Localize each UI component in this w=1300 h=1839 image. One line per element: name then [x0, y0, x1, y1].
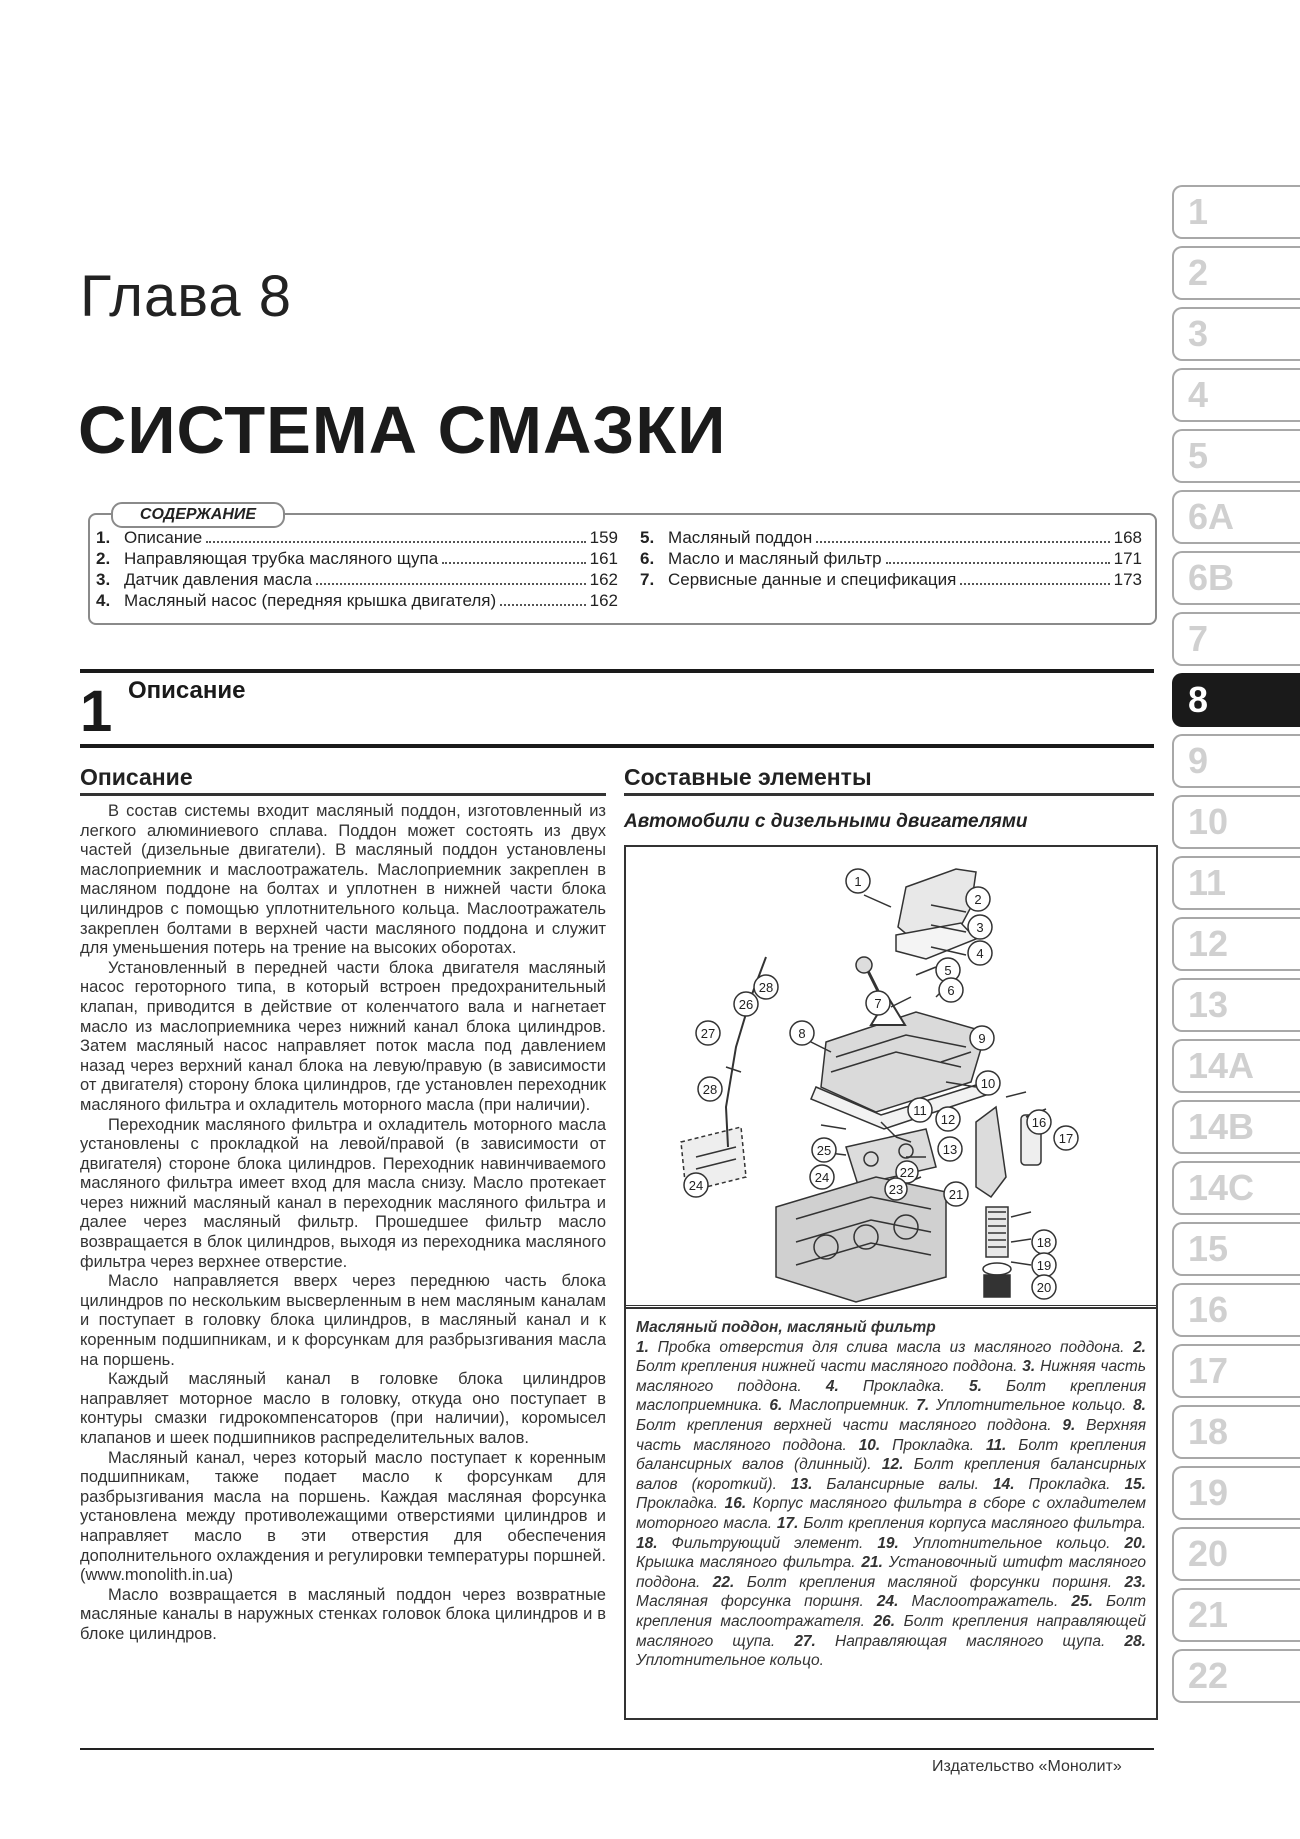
caption-item-number: 23. — [1124, 1573, 1147, 1591]
callout-18 — [1032, 1230, 1056, 1254]
svg-text:19: 19 — [1036, 1258, 1052, 1273]
callout-9 — [970, 1026, 994, 1050]
contents-item[interactable] — [96, 590, 618, 611]
section-rule-bottom — [80, 744, 1154, 748]
caption-item-text: Уплотнительное кольцо. — [912, 1534, 1111, 1552]
caption-item-text: Установочный штифт масляного поддона. — [636, 1554, 1146, 1591]
caption-item-number: 16. — [724, 1495, 747, 1513]
caption-item-text: Прокладка. — [892, 1436, 975, 1454]
callout-17 — [1054, 1126, 1078, 1150]
chapter-tab-2[interactable]: 2 — [1172, 246, 1300, 300]
callout-13 — [938, 1137, 962, 1161]
caption-item-number: 2. — [1133, 1338, 1146, 1356]
caption-item-number: 3. — [1022, 1358, 1036, 1376]
section-number: 1 — [80, 679, 113, 744]
chapter-tab-1[interactable]: 1 — [1172, 185, 1300, 239]
contents-item[interactable] — [96, 527, 618, 548]
contents-left-list — [96, 527, 618, 611]
caption-item-number: 12. — [881, 1456, 904, 1474]
caption-item-text: Масляная форсунка поршня. — [636, 1593, 864, 1611]
description-text — [80, 802, 606, 1645]
chapter-tab-14c[interactable]: 14C — [1172, 1161, 1300, 1215]
publisher-footer: Издательство «Монолит» — [932, 1758, 1122, 1775]
svg-text:24: 24 — [814, 1170, 830, 1185]
contents-item-number: 5. — [640, 528, 655, 547]
svg-text:3: 3 — [976, 920, 984, 935]
caption-item-text: Верхняя часть масляного поддона. — [636, 1416, 1147, 1454]
description-paragraph: Масляный канал, через который масло поступает к коренным подшипникам, также подает масло к форсункам для разбрызгивания масла на поршень. Каждая масляная форсунка установлена между противолежащими отверстиями цилиндров и направляет масло в эти отверстия для обеспечения дополнительного охлаждения и регулировки температуры поршней. (www.monolith.in.ua) — [80, 1448, 606, 1585]
contents-item-title: Масло и масляный фильтр — [668, 549, 882, 568]
chapter-tab-13[interactable]: 13 — [1172, 978, 1300, 1032]
caption-item-number: 15. — [1124, 1475, 1146, 1493]
contents-item-page: 173 — [1113, 570, 1142, 589]
contents-item-page: 159 — [589, 528, 618, 547]
contents-item-title: Датчик давления масла — [124, 570, 313, 589]
section-rule-top — [80, 669, 1154, 673]
caption-item-number: 5. — [968, 1377, 982, 1395]
description-paragraph: В состав системы входит масляный поддон, изготовленный из легкого алюминиевого сплава. Поддон может состоять из двух частей (дизельные двигатели). В масляный поддон установлены маслоприемник и маслоотражатель. Маслоприемник закреплен в масляном поддоне на болтах и уплотнен в нижней части блока цилиндров с помощью уплотнительного кольца. Маслоотражатель закреплен болтами в верхней части масляного поддона и служит для уменьшения потерь на трение на высоких оборотах. — [80, 802, 606, 958]
contents-item-page: 161 — [589, 549, 618, 568]
chapter-label: Глава 8 — [80, 264, 293, 329]
chapter-tab-5[interactable]: 5 — [1172, 429, 1300, 483]
callout-6 — [939, 978, 963, 1002]
svg-text:27: 27 — [700, 1026, 716, 1041]
contents-item-number: 6. — [640, 549, 655, 568]
figure-caption — [636, 1318, 1146, 1671]
svg-text:26: 26 — [738, 997, 754, 1012]
callout-28b — [698, 1077, 722, 1101]
caption-item-text: Нижняя часть масляного поддона. — [636, 1358, 1146, 1395]
chapter-tab-4[interactable]: 4 — [1172, 368, 1300, 422]
svg-text:21: 21 — [948, 1187, 964, 1202]
caption-item-text: Фильтрующий элемент. — [671, 1534, 864, 1552]
caption-item-number: 27. — [794, 1632, 816, 1650]
contents-item-number: 4. — [96, 591, 111, 610]
caption-item-text: Пробка отверстия для слива масла из масляного поддона. — [657, 1338, 1125, 1356]
caption-item-number: 9. — [1062, 1416, 1076, 1434]
chapter-tab-18[interactable]: 18 — [1172, 1405, 1300, 1459]
caption-item-number: 18. — [636, 1534, 658, 1552]
contents-item-page: 168 — [1113, 528, 1142, 547]
svg-text:16: 16 — [1031, 1115, 1047, 1130]
right-column-heading: Составные элементы — [624, 764, 872, 790]
caption-item-number: 6. — [769, 1397, 783, 1415]
caption-item-number: 8. — [1133, 1397, 1146, 1415]
contents-item-title: Масляный насос (передняя крышка двигателя) — [124, 591, 497, 610]
caption-item-text: Прокладка. — [1028, 1475, 1111, 1493]
footer-rule — [80, 1748, 1154, 1750]
caption-item-text: Крышка масляного фильтра. — [636, 1554, 856, 1572]
section-title: Описание — [128, 677, 246, 704]
caption-item-number: 20. — [1124, 1534, 1147, 1552]
contents-item[interactable] — [96, 569, 618, 590]
caption-item-text: Маслоотражатель. — [911, 1593, 1059, 1611]
caption-item-text: Болт крепления направляющей масляного щупа. — [636, 1612, 1147, 1650]
svg-text:1: 1 — [854, 874, 862, 889]
caption-item-number: 24. — [876, 1593, 899, 1611]
caption-item-text: Корпус масляного фильтра в сборе с охладителем моторного масла. — [636, 1495, 1147, 1532]
caption-item-text: Болт крепления маслоприемника. — [636, 1377, 1146, 1415]
svg-text:28: 28 — [758, 980, 774, 995]
chapter-tab-10[interactable]: 10 — [1172, 795, 1300, 849]
callout-26 — [734, 992, 758, 1016]
caption-item-number: 26. — [873, 1612, 896, 1630]
contents-item-number: 3. — [96, 570, 111, 589]
svg-text:4: 4 — [976, 946, 984, 961]
contents-item-leader — [816, 541, 1109, 543]
callout-25 — [812, 1138, 836, 1162]
caption-item-text: Болт крепления балансирных валов (короткий). — [636, 1456, 1147, 1493]
contents-item-page: 171 — [1113, 549, 1142, 568]
callout-1 — [846, 869, 870, 893]
callout-20 — [1032, 1275, 1056, 1299]
chapter-tab-22[interactable]: 22 — [1172, 1649, 1300, 1703]
caption-item-number: 19. — [877, 1534, 899, 1552]
chapter-tab-19[interactable]: 19 — [1172, 1466, 1300, 1520]
contents-item-leader — [442, 562, 585, 564]
callout-21 — [944, 1182, 968, 1206]
chapter-tab-9[interactable]: 9 — [1172, 734, 1300, 788]
caption-item-number: 1. — [636, 1338, 649, 1356]
svg-text:5: 5 — [944, 963, 952, 978]
contents-item-number: 7. — [640, 570, 655, 589]
chapter-tab-14a[interactable]: 14A — [1172, 1039, 1300, 1093]
description-paragraph: Каждый масляный канал в головке блока цилиндров направляет моторное масло в головку, откуда оно поступает в контуры смазки гидрокомпенсаторов (при наличии), коромысел клапанов и шеек подшипников распределительных валов. — [80, 1370, 606, 1447]
caption-item-number: 7. — [916, 1397, 930, 1415]
svg-text:28: 28 — [702, 1082, 718, 1097]
chapter-tab-8[interactable]: 8 — [1172, 673, 1300, 727]
contents-item-title: Направляющая трубка масляного щупа — [124, 549, 439, 568]
chapter-tab-7[interactable]: 7 — [1172, 612, 1300, 666]
caption-item-text: Болт крепления нижней части масляного поддона. — [636, 1358, 1018, 1376]
chapter-tab-21[interactable]: 21 — [1172, 1588, 1300, 1642]
chapter-tab-11[interactable]: 11 — [1172, 856, 1300, 910]
contents-item-leader — [316, 583, 586, 585]
contents-item[interactable] — [640, 527, 1142, 548]
caption-item-text: Болт крепления масляной форсунки поршня. — [746, 1573, 1113, 1591]
lubrication-system-diagram — [626, 847, 1156, 1307]
svg-text:23: 23 — [888, 1182, 904, 1197]
svg-text:8: 8 — [798, 1026, 806, 1041]
svg-text:12: 12 — [940, 1112, 956, 1127]
chapter-tab-16[interactable]: 16 — [1172, 1283, 1300, 1337]
svg-text:7: 7 — [874, 996, 882, 1011]
description-paragraph: Масло возвращается в масляный поддон через возвратные масляные каналы в наружных стенках головок блока цилиндров и в блоке цилиндров. — [80, 1585, 606, 1643]
chapter-title: СИСТЕМА СМАЗКИ — [78, 393, 727, 468]
chapter-tab-12[interactable]: 12 — [1172, 917, 1300, 971]
contents-item-title: Описание — [124, 528, 203, 547]
caption-item-text: Уплотнительное кольцо. — [636, 1652, 824, 1670]
chapter-tab-14b[interactable]: 14B — [1172, 1100, 1300, 1154]
contents-item-leader — [960, 583, 1109, 585]
callout-16 — [1027, 1110, 1051, 1134]
contents-item[interactable] — [640, 548, 1142, 569]
left-column-rule — [80, 793, 606, 796]
caption-item-number: 11. — [985, 1436, 1007, 1454]
callout-27 — [696, 1021, 720, 1045]
contents-title: СОДЕРЖАНИЕ — [111, 502, 285, 528]
caption-item-text: Маслоприемник. — [789, 1397, 910, 1415]
caption-item-text: Прокладка. — [636, 1495, 718, 1513]
caption-item-text: Балансирные валы. — [826, 1475, 979, 1493]
contents-item-number: 2. — [96, 549, 111, 568]
chapter-tab-15[interactable]: 15 — [1172, 1222, 1300, 1276]
chapter-tab-20[interactable]: 20 — [1172, 1527, 1300, 1581]
caption-item-text: Болт крепления корпуса масляного фильтра. — [803, 1514, 1147, 1532]
contents-item-leader — [206, 541, 585, 543]
svg-text:20: 20 — [1036, 1280, 1052, 1295]
svg-text:13: 13 — [942, 1142, 958, 1157]
callout-8 — [790, 1021, 814, 1045]
contents-item[interactable] — [96, 548, 618, 569]
left-column-heading: Описание — [80, 764, 193, 790]
caption-item-number: 28. — [1124, 1632, 1146, 1650]
callout-28a — [754, 975, 778, 999]
chapter-tab-6b[interactable]: 6B — [1172, 551, 1300, 605]
chapter-tab-17[interactable]: 17 — [1172, 1344, 1300, 1398]
callout-11 — [908, 1098, 932, 1122]
svg-text:2: 2 — [974, 892, 982, 907]
caption-item-text: Болт крепления верхней части масляного поддона. — [636, 1416, 1052, 1434]
callout-2 — [966, 887, 990, 911]
contents-item-number: 1. — [96, 528, 111, 547]
chapter-tab-6a[interactable]: 6A — [1172, 490, 1300, 544]
caption-item-text: Прокладка. — [862, 1377, 945, 1395]
caption-item-text: Уплотнительное кольцо. — [935, 1397, 1127, 1415]
svg-text:9: 9 — [978, 1031, 986, 1046]
svg-text:6: 6 — [947, 983, 955, 998]
callout-24b — [684, 1173, 708, 1197]
caption-item-text: Болт крепления балансирных валов (длинный). — [636, 1436, 1147, 1474]
description-paragraph: Установленный в передней части блока двигателя масляный насос героторного типа, в который встроен предохранительный клапан, приводится в действие от коленчатого вала и нагнетает масло из маслоприемника через нижний канал блока цилиндров. Затем масляный насос направляет поток масла под давлением назад через верхний канал блока на левую/правую (в зависимости от двигателя) сторону блока цилиндров, где установлен переходник масляного фильтра и охладитель моторного масла (при наличии). — [80, 958, 606, 1114]
callout-10 — [976, 1071, 1000, 1095]
caption-item-number: 13. — [790, 1475, 813, 1493]
caption-item-text: Болт крепления маслоотражателя. — [636, 1593, 1146, 1630]
svg-text:18: 18 — [1036, 1235, 1052, 1250]
chapter-tab-3[interactable]: 3 — [1172, 307, 1300, 361]
figure-subheading: Автомобили с дизельными двигателями — [624, 811, 1028, 832]
contents-item-leader — [886, 562, 1110, 564]
svg-text:22: 22 — [899, 1165, 915, 1180]
svg-text:10: 10 — [980, 1076, 996, 1091]
right-column-rule — [624, 793, 1154, 796]
caption-item-number: 10. — [858, 1436, 881, 1454]
svg-text:11: 11 — [913, 1103, 927, 1118]
callout-3 — [968, 915, 992, 939]
caption-title: Масляный поддон, масляный фильтр — [636, 1319, 936, 1336]
caption-item-number: 14. — [992, 1475, 1015, 1493]
svg-text:24: 24 — [688, 1178, 704, 1193]
caption-item-number: 25. — [1071, 1593, 1093, 1611]
contents-item-page: 162 — [589, 570, 618, 589]
contents-item-page: 162 — [589, 591, 618, 610]
contents-right-list — [640, 527, 1142, 590]
svg-text:25: 25 — [816, 1143, 832, 1158]
description-paragraph: Переходник масляного фильтра и охладитель моторного масла установлены с прокладкой на левой/правой (в зависимости от двигателя) стороне блока цилиндров. Переходник навинчиваемого масляного фильтра имеет вход для масла снизу. Масло протекает через нижний масляный канал в переходник масляного фильтра и далее через масляный фильтр. Прошедшее фильтр масло возвращается в блок цилиндров, выходя из переходника масляного фильтра через верхнее отверстие. — [80, 1115, 606, 1271]
caption-item-text: Направляющая масляного щупа. — [835, 1632, 1106, 1650]
callout-19 — [1032, 1253, 1056, 1277]
callout-4 — [968, 941, 992, 965]
exploded-view-figure — [624, 845, 1158, 1309]
description-paragraph: Масло направляется вверх через переднюю часть блока цилиндров по нескольким высверленным в нем масляным каналам и поступает в головку блока цилиндров, в масляный канал и к коренным подшипникам, и к форсункам для разбрызгивания масла на поршень. — [80, 1272, 606, 1369]
callout-12 — [936, 1107, 960, 1131]
contents-item-title: Сервисные данные и спецификация — [668, 570, 957, 589]
caption-item-number: 4. — [825, 1377, 839, 1395]
svg-text:17: 17 — [1058, 1131, 1074, 1146]
contents-item-title: Масляный поддон — [668, 528, 813, 547]
caption-item-number: 21. — [861, 1554, 883, 1572]
caption-item-number: 17. — [776, 1514, 799, 1532]
caption-item-number: 22. — [712, 1573, 735, 1591]
contents-item-leader — [500, 604, 585, 606]
callout-23 — [885, 1178, 907, 1200]
contents-item[interactable] — [640, 569, 1142, 590]
callout-24a — [810, 1165, 834, 1189]
callout-7 — [866, 991, 890, 1015]
